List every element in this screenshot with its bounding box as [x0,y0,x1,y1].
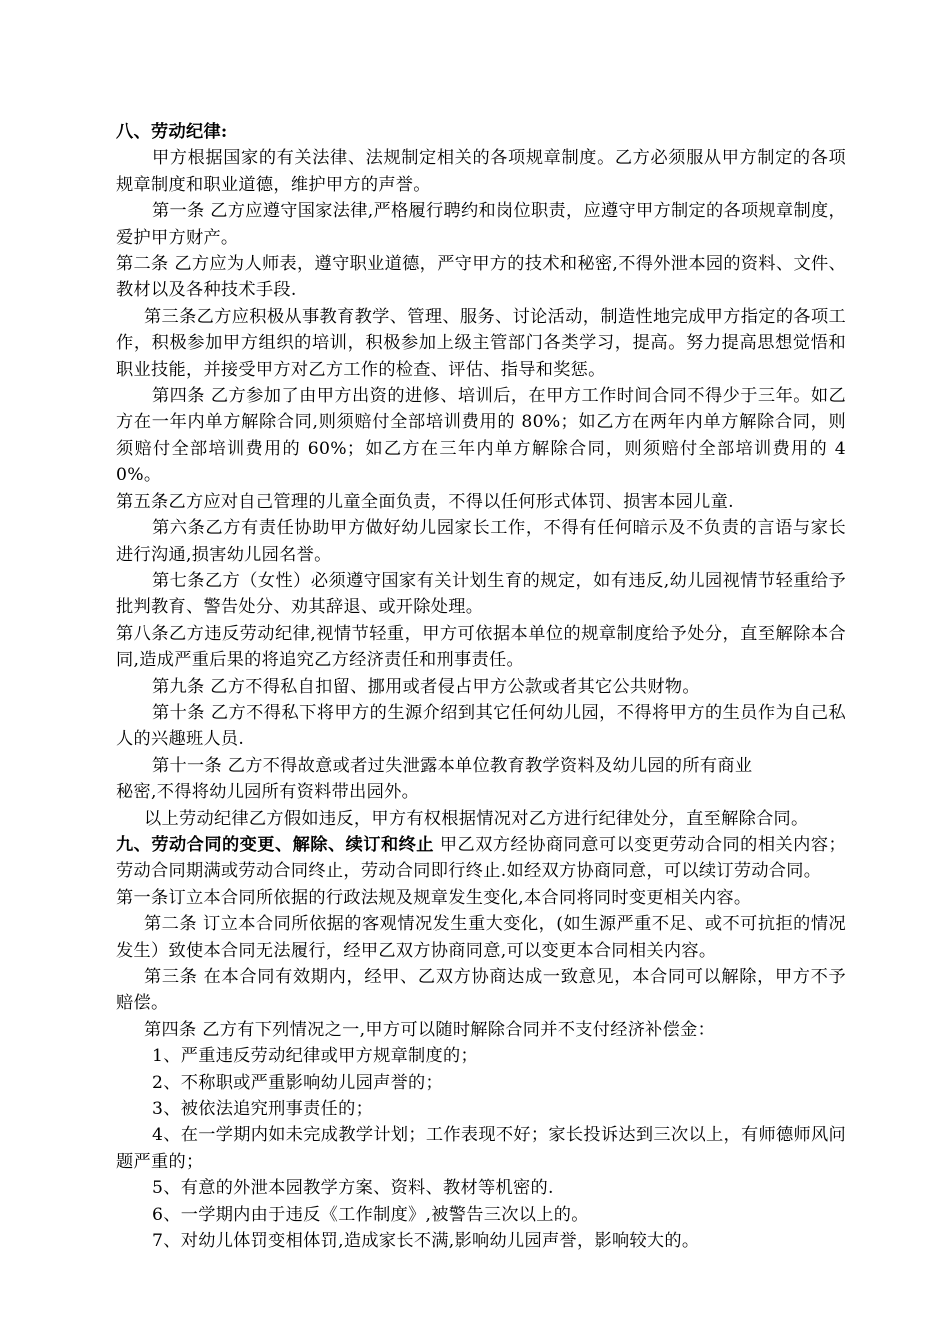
list-item: 7、对幼儿体罚变相体罚,造成家长不满,影响幼儿园声誉，影响较大的。 [152,1231,700,1252]
section-9-title: 九、劳动合同的变更、解除、续订和终止 [116,834,434,855]
list-item: 1、严重违反劳动纪律或甲方规章制度的； [152,1046,479,1067]
section-9-article-3: 第三条 在本合同有效期内，经甲、乙双方协商达成一致意见，本合同可以解除，甲方不予赔偿。 [116,967,846,1014]
section-9-paragraph [116,832,846,885]
section-9-article-2: 第二条 订立本合同所依据的客观情况发生重大变化，(如生源严重不足、或不可抗拒的情况发生）致使本合同无法履行，经甲乙双方协商同意,可以变更本合同相关内容。 [116,914,846,961]
list-item: 6、一学期内由于违反《工作制度》,被警告三次以上的。 [152,1204,589,1225]
list-item: 3、被依法追究刑事责任的； [152,1099,374,1120]
section-9-article-1: 第一条订立本合同所依据的行政法规及规章发生变化,本合同将同时变更相关内容。 [116,887,752,908]
article-4: 第四条 乙方参加了由甲方出资的进修、培训后，在甲方工作时间合同不得少于三年。如乙方在一年内单方解除合同,则须赔付全部培训费用的 80%；如乙方在两年内单方解除合同，则须赔付全部培训费用的 60%；如乙方在三年内单方解除合同，则须赔付全部培训费用的 40%。 [116,386,846,486]
article-11-line-1: 第十一条 乙方不得故意或者过失泄露本单位教育教学资料及幼儿园的所有商业 [152,755,753,776]
section-8-title: 八、劳动纪律: [116,122,228,142]
article-10: 第十条 乙方不得私下将甲方的生源介绍到其它任何幼儿园，不得将甲方的生员作为自己私人的兴趣班人员. [116,702,846,750]
article-5: 第五条乙方应对自己管理的儿童全面负责，不得以任何形式体罚、损害本园儿童. [116,491,734,512]
article-1: 第一条 乙方应遵守国家法律,严格履行聘约和岗位职责，应遵守甲方制定的各项规章制度，爱护甲方财产。 [116,201,846,248]
article-11-line-2: 秘密,不得将幼儿园所有资料带出园外。 [116,782,420,803]
article-2: 第二条 乙方应为人师表，遵守职业道德，严守甲方的技术和秘密,不得外泄本园的资料、文件、教材以及各种技术手段. [116,254,846,301]
article-9: 第九条 乙方不得私自扣留、挪用或者侵占甲方公款或者其它公共财物。 [152,676,700,697]
list-item: 4、在一学期内如未完成教学计划；工作表现不好；家长投诉达到三次以上，有师德师风问题严重的； [116,1125,846,1172]
list-item: 5、有意的外泄本园教学方案、资料、教材等机密的. [152,1178,554,1199]
section-8-intro: 甲方根据国家的有关法律、法规制定相关的各项规章制度。乙方必须服从甲方制定的各项规章制度和职业道德，维护甲方的声誉。 [116,148,846,195]
section-9-article-4: 第四条 乙方有下列情况之一,甲方可以随时解除合同并不支付经济补偿金： [144,1019,716,1040]
article-6: 第六条乙方有责任协助甲方做好幼儿园家长工作，不得有任何暗示及不负责的言语与家长进行沟通,损害幼儿园名誉。 [116,518,846,565]
article-7: 第七条乙方（女性）必须遵守国家有关计划生育的规定，如有违反,幼儿园视情节轻重给予批判教育、警告处分、劝其辞退、或开除处理。 [116,570,846,618]
article-3: 第三条乙方应积极从事教育教学、管理、服务、讨论活动，制造性地完成甲方指定的各项工作，积极参加甲方组织的培训，积极参加上级主管部门各类学习，提高。努力提高思想觉悟和职业技能，并接受甲方对乙方工作的检查、评估、指导和奖惩。 [116,306,846,380]
section-9-intro: 甲乙双方经协商同意可以变更劳动合同的相关内容；劳动合同期满或劳动合同终止，劳动合同即行终止.如经双方协商同意，可以续订劳动合同。 [116,834,846,882]
section-8-closing: 以上劳动纪律乙方假如违反，甲方有权根据情况对乙方进行纪律处分，直至解除合同。 [144,808,809,829]
list-item: 2、不称职或严重影响幼儿园声誉的； [152,1072,444,1093]
article-8: 第八条乙方违反劳动纪律,视情节轻重，甲方可依据本单位的规章制度给予处分，直至解除本合同,造成严重后果的将追究乙方经济责任和刑事责任。 [116,623,846,671]
document-body [116,119,846,1254]
